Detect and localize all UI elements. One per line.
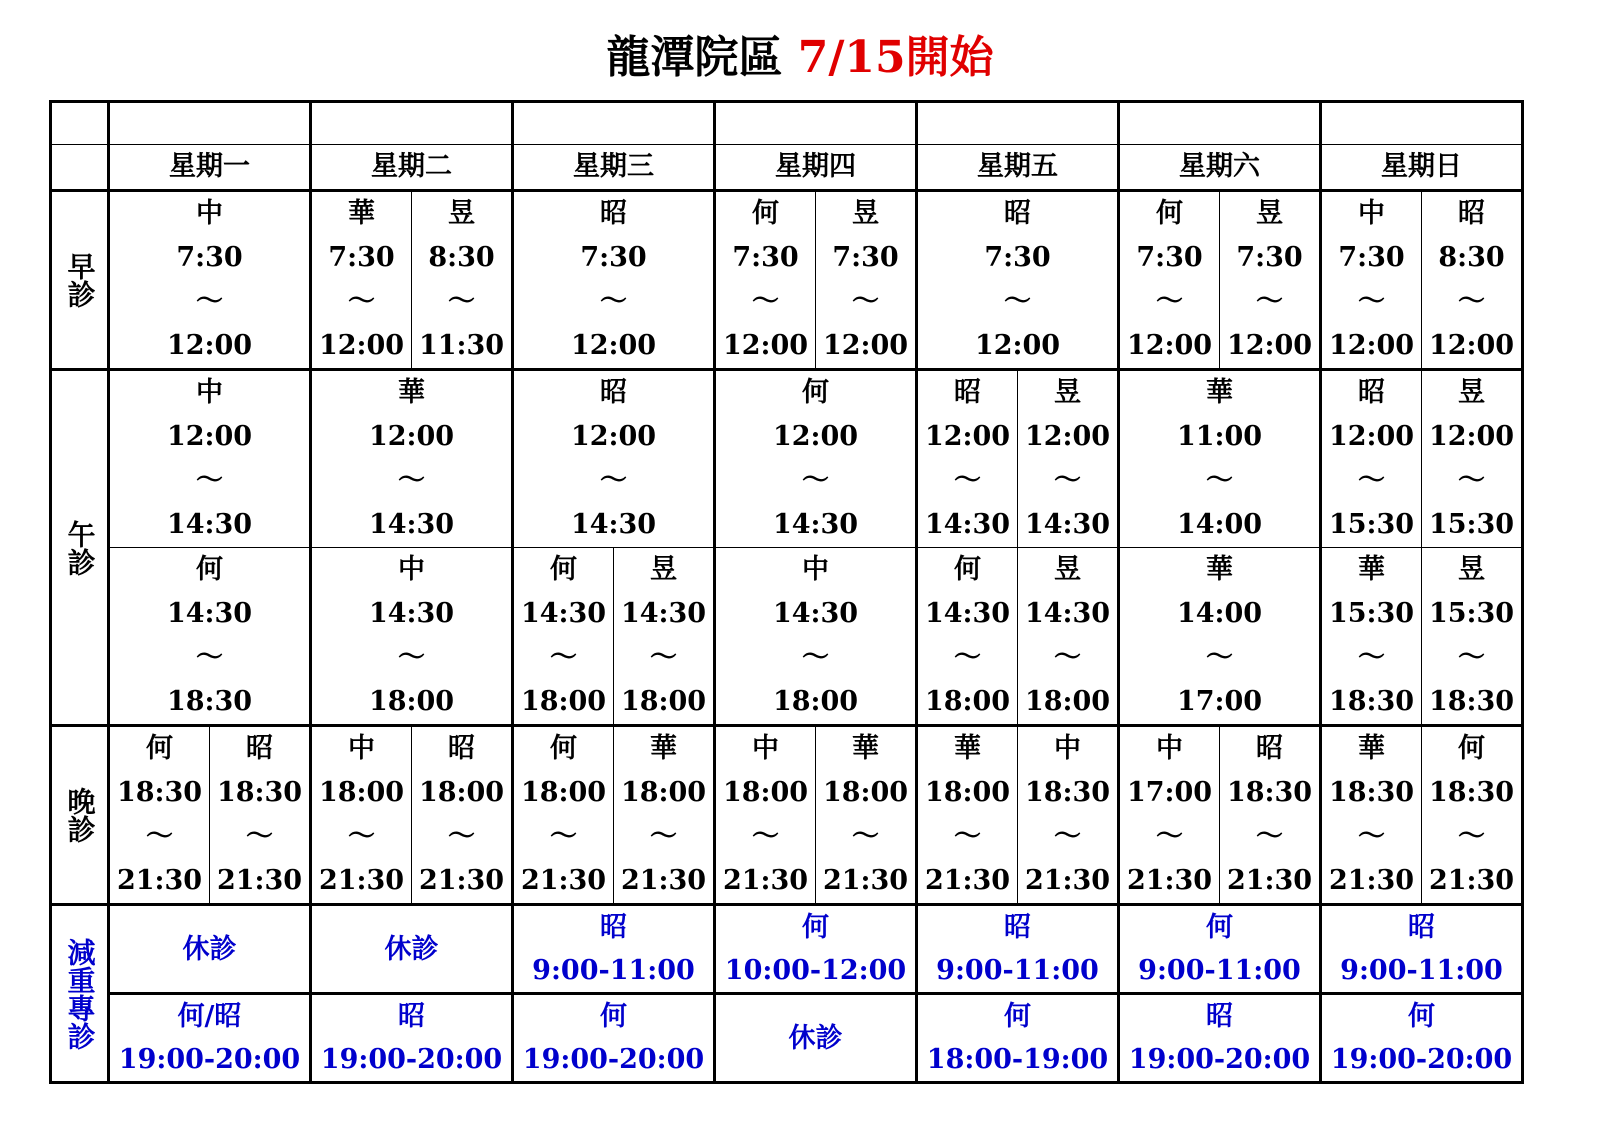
schedule-slot: 昱 7:30 ～ 12:00 [1220, 191, 1321, 370]
schedule-slot: 何 12:00 ～ 14:30 [715, 370, 917, 548]
schedule-slot: 華 14:00 ～ 17:00 [1119, 548, 1321, 726]
day-header: 星期四 [715, 145, 917, 191]
schedule-slot: 何 7:30 ～ 12:00 [715, 191, 816, 370]
schedule-slot: 昭 12:00 ～ 14:30 [917, 370, 1018, 548]
schedule-slot: 中 14:30 ～ 18:00 [715, 548, 917, 726]
reduce-slot: 昭 9:00-11:00 [513, 905, 715, 994]
schedule-slot: 華 11:00 ～ 14:00 [1119, 370, 1321, 548]
schedule-slot: 中 18:00 ～ 21:30 [311, 726, 412, 905]
schedule-slot: 華 18:30 ～ 21:30 [1321, 726, 1422, 905]
schedule-slot: 中 14:30 ～ 18:00 [311, 548, 513, 726]
afternoon-row-1 [51, 370, 1523, 548]
page-title [0, 28, 1600, 88]
schedule-slot: 昱 12:00 ～ 14:30 [1018, 370, 1119, 548]
schedule-slot: 昭 12:00 ～ 14:30 [513, 370, 715, 548]
schedule-slot: 華 12:00 ～ 14:30 [311, 370, 513, 548]
period-label-afternoon: 午診 [51, 370, 109, 726]
morning-row [51, 191, 1523, 370]
schedule-slot: 何 14:30 ～ 18:00 [917, 548, 1018, 726]
afternoon-row-2 [51, 548, 1523, 726]
reduce-slot: 何/昭 19:00-20:00 [109, 994, 311, 1083]
schedule-slot: 何 18:30 ～ 21:30 [109, 726, 210, 905]
schedule-slot: 昭 7:30 ～ 12:00 [513, 191, 715, 370]
day-header: 星期日 [1321, 145, 1523, 191]
schedule-slot: 中 7:30 ～ 12:00 [1321, 191, 1422, 370]
reduce-slot: 何 19:00-20:00 [513, 994, 715, 1083]
schedule-slot: 昱 7:30 ～ 12:00 [816, 191, 917, 370]
evening-row [51, 726, 1523, 905]
day-header: 星期三 [513, 145, 715, 191]
schedule-slot: 昭 8:30 ～ 12:00 [1422, 191, 1523, 370]
schedule-slot: 昱 8:30 ～ 11:30 [412, 191, 513, 370]
reduce-row-2 [51, 994, 1523, 1083]
reduce-slot: 何 9:00-11:00 [1119, 905, 1321, 994]
reduce-slot: 何 19:00-20:00 [1321, 994, 1523, 1083]
reduce-slot: 昭 19:00-20:00 [1119, 994, 1321, 1083]
day-header: 星期五 [917, 145, 1119, 191]
schedule-slot: 何 7:30 ～ 12:00 [1119, 191, 1220, 370]
schedule-slot: 昭 7:30 ～ 12:00 [917, 191, 1119, 370]
schedule-slot: 華 15:30 ～ 18:30 [1321, 548, 1422, 726]
schedule-slot: 昱 14:30 ～ 18:00 [1018, 548, 1119, 726]
schedule-slot: 中 17:00 ～ 21:30 [1119, 726, 1220, 905]
schedule-slot: 中 7:30 ～ 12:00 [109, 191, 311, 370]
period-label-morning: 早診 [51, 191, 109, 370]
schedule-slot: 華 18:00 ～ 21:30 [816, 726, 917, 905]
reduce-row-1 [51, 905, 1523, 994]
schedule-slot: 中 18:30 ～ 21:30 [1018, 726, 1119, 905]
schedule-slot: 何 18:30 ～ 21:30 [1422, 726, 1523, 905]
schedule-slot: 昭 18:00 ～ 21:30 [412, 726, 513, 905]
reduce-slot: 休診 [311, 905, 513, 994]
day-header-row [51, 145, 1523, 191]
reduce-slot: 昭 9:00-11:00 [917, 905, 1119, 994]
schedule-slot: 中 12:00 ～ 14:30 [109, 370, 311, 548]
schedule-slot: 昱 12:00 ～ 15:30 [1422, 370, 1523, 548]
title-main: 龍潭院區 [606, 32, 783, 83]
reduce-slot: 何 18:00-19:00 [917, 994, 1119, 1083]
schedule-slot: 華 7:30 ～ 12:00 [311, 191, 412, 370]
reduce-slot: 昭 9:00-11:00 [1321, 905, 1523, 994]
day-header: 星期二 [311, 145, 513, 191]
schedule-slot: 華 18:00 ～ 21:30 [917, 726, 1018, 905]
reduce-slot: 休診 [109, 905, 311, 994]
schedule-slot: 昭 18:30 ～ 21:30 [210, 726, 311, 905]
schedule-table [49, 100, 1524, 1084]
schedule-slot: 昱 14:30 ～ 18:00 [614, 548, 715, 726]
schedule-slot: 昭 12:00 ～ 15:30 [1321, 370, 1422, 548]
schedule-slot: 中 18:00 ～ 21:30 [715, 726, 816, 905]
schedule-slot: 華 18:00 ～ 21:30 [614, 726, 715, 905]
day-header: 星期六 [1119, 145, 1321, 191]
period-label-reduce: 減重專診 [51, 905, 109, 1083]
reduce-slot: 休診 [715, 994, 917, 1083]
schedule-slot: 何 14:30 ～ 18:00 [513, 548, 614, 726]
title-start-date: 7/15開始 [797, 32, 994, 83]
day-header: 星期一 [109, 145, 311, 191]
period-label-evening: 晚診 [51, 726, 109, 905]
schedule-slot: 昱 15:30 ～ 18:30 [1422, 548, 1523, 726]
schedule-slot: 何 18:00 ～ 21:30 [513, 726, 614, 905]
blank-header-row [51, 102, 1523, 145]
reduce-slot: 昭 19:00-20:00 [311, 994, 513, 1083]
schedule-slot: 何 14:30 ～ 18:30 [109, 548, 311, 726]
reduce-slot: 何 10:00-12:00 [715, 905, 917, 994]
schedule-slot: 昭 18:30 ～ 21:30 [1220, 726, 1321, 905]
